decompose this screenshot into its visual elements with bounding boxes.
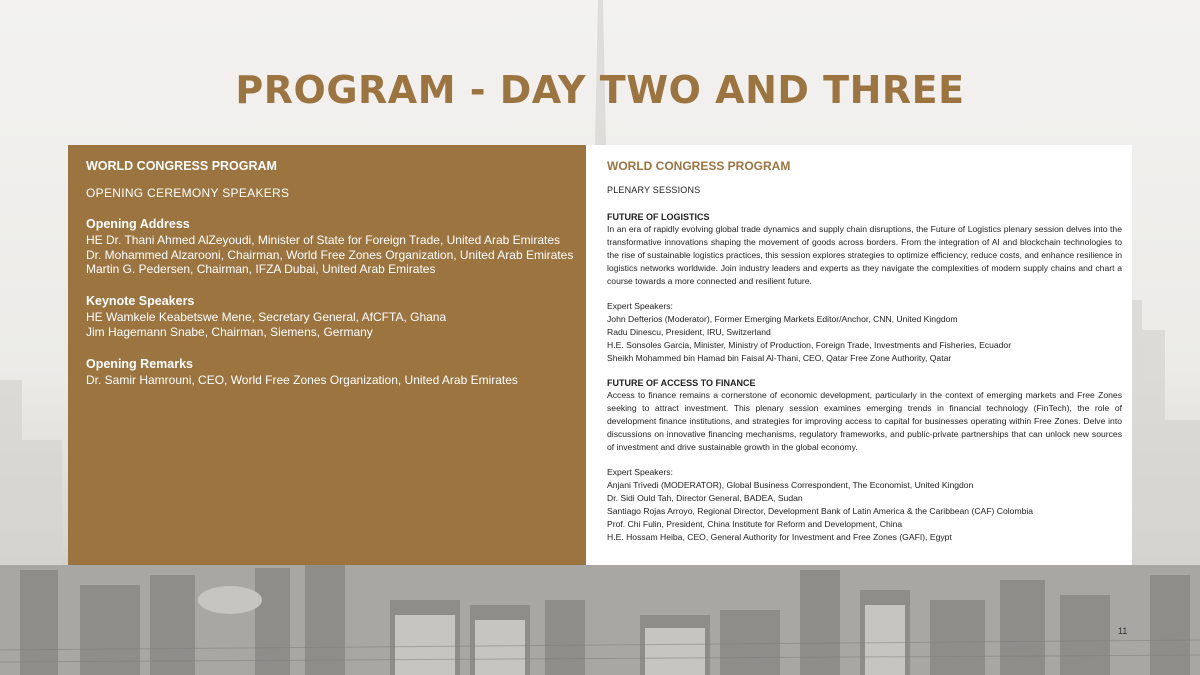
section-title: Opening Address — [86, 217, 190, 231]
section-title: Opening Remarks — [86, 356, 193, 371]
speaker-line: Dr. Sidi Ould Tah, Director General, BADEA, Sudan — [607, 493, 803, 503]
speaker-line: HE Wamkele Keabetswe Mene, Secretary General, AfCFTA, Ghana — [86, 310, 447, 325]
session-speakers — [607, 466, 1122, 544]
session-speakers — [607, 300, 1122, 365]
session-title: FUTURE OF LOGISTICS — [607, 212, 710, 222]
session-title: FUTURE OF ACCESS TO FINANCE — [607, 378, 756, 388]
speaker-line: Dr. Mohammed Alzarooni, Chairman, World Free Zones Organization, United Arab Emirates — [86, 247, 574, 262]
speakers-label: Expert Speakers: — [607, 301, 673, 311]
right-panel-subheading: PLENARY SESSIONS — [607, 185, 701, 195]
speaker-line: Dr. Samir Hamrouni, CEO, World Free Zones Organization, United Arab Emirates — [86, 372, 518, 387]
speaker-line: H.E. Sonsoles Garcia, Minister, Ministry of Production, Foreign Trade, Investments and Fisheries, Ecuador — [607, 340, 1012, 350]
speaker-line: HE Dr. Thani Ahmed AlZeyoudi, Minister of State for Foreign Trade, United Arab Emirates — [86, 233, 560, 247]
speaker-line: Anjani Trivedi (MODERATOR), Global Business Correspondent, The Economist, United Kingdon — [607, 480, 974, 490]
speaker-line: John Defterios (Moderator), Former Emerging Markets Editor/Anchor, CNN, United Kingdom — [607, 314, 958, 324]
left-panel-heading: WORLD CONGRESS PROGRAM — [86, 159, 277, 173]
speaker-line: H.E. Hossam Heiba, CEO, General Authority for Investment and Free Zones (GAFI), Egypt — [607, 532, 952, 542]
opening-ceremony-panel — [68, 145, 586, 565]
right-panel-heading: WORLD CONGRESS PROGRAM — [607, 159, 791, 173]
speaker-line: Jim Hagemann Snabe, Chairman, Siemens, Germany — [86, 324, 373, 339]
opening-address-section — [86, 217, 574, 277]
page-number: 11 — [1118, 626, 1128, 636]
session-description: In an era of rapidly evolving global trade dynamics and supply chain disruptions, the Future of Logistics plenary session delves into the transformative innovations shaping the movement of goods across borders. From the integration of AI and blockchain technologies to the rise of sustainable logistics practices, this session explores strategies to optimize efficiency, reduce costs, and enhance resilience in logistics networks worldwide. Join industry leaders and experts as they navigate the complexities of modern supply chains and chart a course towards a more connected and resilient future. — [607, 224, 1122, 286]
speaker-line: Radu Dinescu, President, IRU, Switzerland — [607, 327, 771, 337]
page-title: PROGRAM - DAY TWO AND THREE — [235, 68, 965, 112]
speaker-line: Santiago Rojas Arroyo, Regional Director, Development Bank of Latin America & the Caribbean (CAF) Colombia — [607, 506, 1034, 516]
speaker-line: Prof. Chi Fulin, President, China Institute for Reform and Development, China — [607, 519, 903, 529]
keynote-speakers-section — [86, 294, 568, 339]
speaker-line: Sheikh Mohammed bin Hamad bin Faisal Al-Thani, CEO, Qatar Free Zone Authority, Qatar — [607, 353, 952, 363]
left-panel-subheading: OPENING CEREMONY SPEAKERS — [86, 186, 290, 200]
section-title: Keynote Speakers — [86, 294, 195, 309]
plenary-sessions-panel — [586, 145, 1132, 565]
session-description: Access to finance remains a cornerstone of economic development, particularly in the context of emerging markets and Free Zones seeking to attract investment. This plenary session examines emerging trends in financial technology (FinTech), the role of development finance institutions, and strategies for improving access to capital for businesses operating within Free Zones. Delve into discussions on innovative financing mechanisms, regulatory frameworks, and public-private partnerships that can unlock new sources of investment and drive sustainable growth in the global economy. — [607, 390, 1122, 452]
speakers-label: Expert Speakers: — [607, 467, 673, 477]
speaker-line: Martin G. Pedersen, Chairman, IFZA Dubai, United Arab Emirates — [86, 262, 436, 277]
opening-remarks-section — [86, 357, 568, 388]
